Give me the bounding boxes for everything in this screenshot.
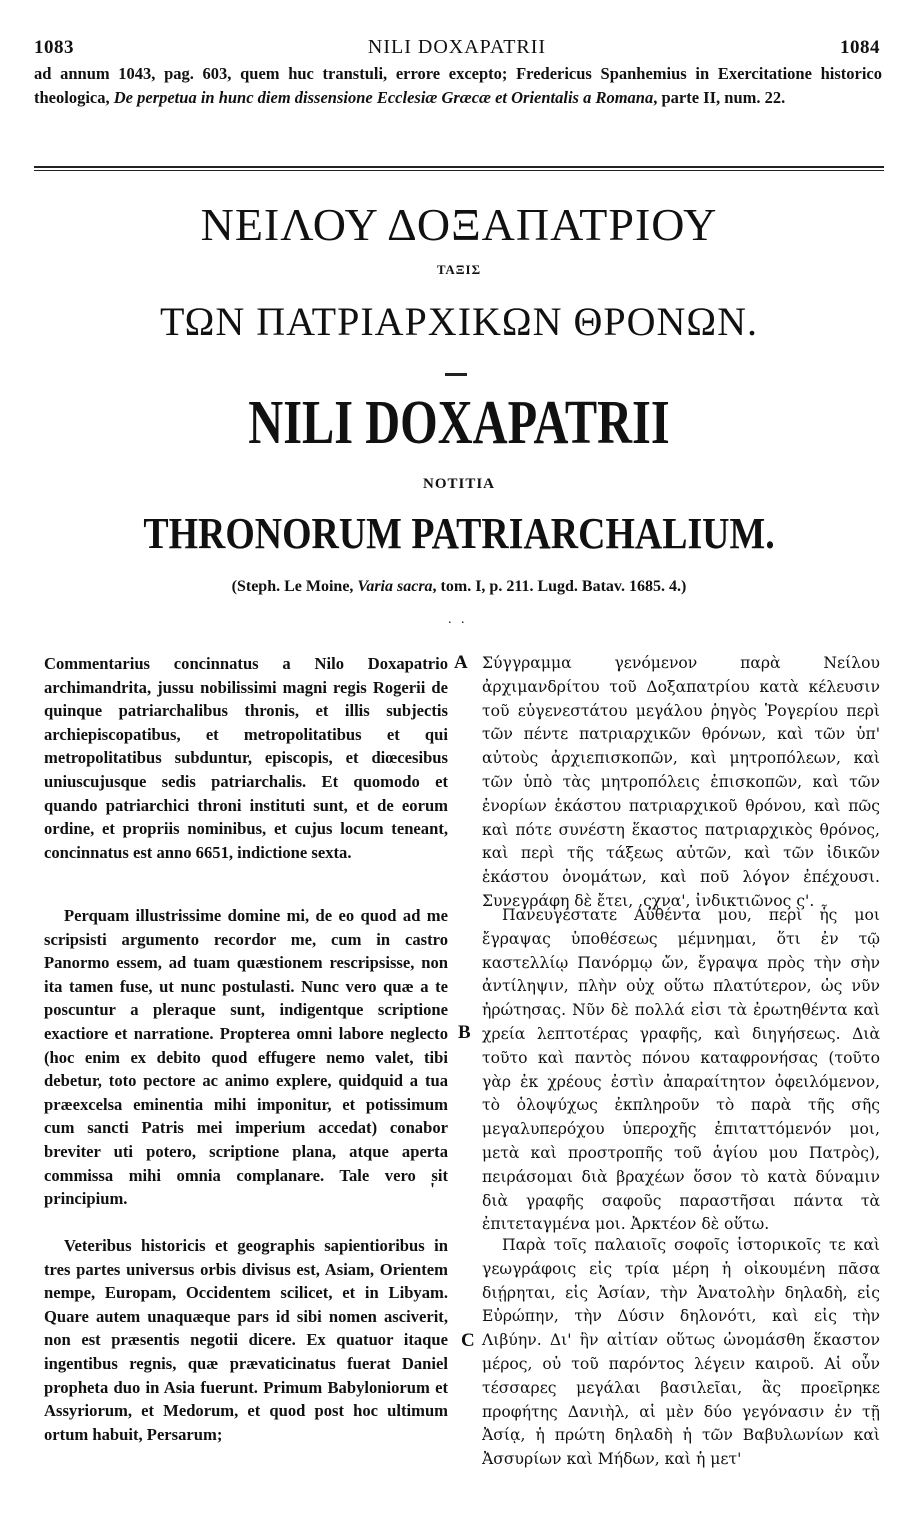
greek-title: ΝΕΙΛΟΥ ΔΟΞΑΠΑΤΡΙΟΥ: [200, 199, 718, 250]
greek-column-letter: [482, 904, 880, 1237]
ornament-dots: . .: [448, 612, 468, 627]
latin-subtitle: NOTITIA: [422, 476, 496, 492]
latin-paragraph-2: Perquam illustrissime domine mi, de eo quod ad me scripsisti argumento recordor me, cum in castro Panormo essem, ad tuam quæstionem rescripsisse, non ita tamen fuse, ut nunc postulasti. Nunc vero quæ a te poscuntur a pleraque sunt, indigentque scriptione exactiore et narratione. Propterea omni labore neglecto (hoc enim ex debito quod effugere nemo valet, tibi debetur, toto pectore ac animo explere, quidquid a tua præexcelsa eminentia mihi imponitur, et potissimum cum sancti Patris mei imperium accedat) conabor breviter uti potero, scriptione plana, atque aperta commissa mihi omnia complanare. Tale vero sit principium.: [44, 906, 448, 1209]
greek-paragraph-1: Σύγγραμμα γενόμενον παρὰ Νείλου ἀρχιμανδρίτου τοῦ Δοξαπατρίου κατὰ κέλευσιν τοῦ εὐγενεστάτου μεγάλου ῥηγὸς Ῥογερίου περὶ τῶν πέντε πατριαρχικῶν θρόνων, καὶ τῶν ὑπ' αὐτοὺς ἀρχιεπισκοπῶν, καὶ μητροπόλεων, καὶ τῶν ὑπὸ τὰς μητροπόλεις ἐπισκοπῶν, καὶ τῶν ἐνορίων ἑκάστου πατριαρχικοῦ θρόνου, καὶ πῶς καὶ πότε συνέστη ἕκαστος πατριαρχικὸς θρόνος, καὶ περὶ τῆς τάξεως αὐτῶν, καὶ τῶν ἰδικῶν ἑκάστου ὀνομάτων, καὶ ποῦ λόγον ἐπέχουσι. Συνεγράφη δὲ ἔτει, ,ςχνα', ἰνδικτιῶνος ς'.: [482, 654, 880, 910]
latin-title-second: THRONORUM PATRIARCHALIUM.: [143, 509, 775, 558]
source-citation: [34, 578, 884, 596]
continued-note: [34, 62, 882, 110]
latin-paragraph-3: Veteribus historicis et geographis sapientioribus in tres partes universus orbis divisus est, Asiam, Orientem nempe, Europam, Occidentem scilicet, et in Libyam. Quare autem unaquæque pars id sibi nomen asciverit, non est præsentis negotii dicere. Ex quatuor itaque ingentibus regnis, quæ prævaticinatus fuerat Daniel propheta duo in Asia fuerunt. Primum Babyloniorum et Assyriorum, et Medorum, et quod post hoc ultimum ortum habuit, Persarum;: [44, 1236, 448, 1444]
margin-marker-b: B: [458, 1022, 471, 1043]
latin-paragraph-1: Commentarius concinnatus a Nilo Doxapatrio archimandrita, jussu nobilissimi magni regis Rogerii de quinque patriarchalibus thronis, et illis subjectis archiepiscopatibus, et metropolitatibus et qui metropolitatibus subduntur, episcopis, et diœcesibus uniuscujusque sedis patriarchalis. Et quomodo et quando patriarchici throni instituti sunt, et de eorum ordine, et propriis nominibus, et cujus locum teneant, concinnatus est anno 6651, indictione sexta.: [44, 654, 448, 862]
page-number-left: 1083: [34, 37, 74, 58]
greek-paragraph-2: Πανευγέστατε Αὐθέντα μου, περὶ ἧς μοι ἔγραψας ὑποθέσεως μέμνημαι, ὅτι ἐν τῷ καστελλίῳ Πανόρμῳ ὤν, ἔγραψα πρὸς τὴν σὴν ἀντίληψιν, πλὴν οὐχ οὕτω πλατύτερον, ὡς νῦν ἠρώτησας. Νῦν δὲ πολλά εἰσι τὰ ἐρωτηθέντα καὶ χρεία λεπτοτέρας γραφῆς, καὶ διηγήσεως. Διὰ τοῦτο καὶ παντὸς πόνου καταφρονήσας (τοῦτο γὰρ ἐκ χρέους ἐστὶν ἀπαραίτητον ὀφειλόμενον, τὸ ὁλοψύχως ἐκπληροῦν τὸ παρὰ τῆς σῆς μεγαλυπερόχου ὑπεροχῆς ἐπιταττόμενόν μοι, μετὰ καὶ προστροπῆς τοῦ ἁγίου μου Πατρὸς), πειράσομαι διὰ βραχέων ὅσον τὸ κατὰ δύναμιν διὰ γραφῆς σαφοῦς παραστῆσαι πάντα τὰ ἐπιτεταγμένα μοι. Ἀρκτέον δὲ οὕτω.: [482, 906, 880, 1234]
continued-note-text-a: ad annum 1043, pag. 603, quem huc transtuli, errore excepto; Fredericus Spanhemius in Exercitatione historico theologica,: [34, 64, 882, 107]
continued-note-title: De perpetua in hunc diem dissensione Ecclesiæ Græcæ et Orientalis a Romana: [113, 88, 654, 107]
page-number-right: 1084: [840, 37, 880, 58]
latin-title: NILI DOXAPATRII: [248, 389, 670, 457]
continued-note-text-b: , parte II, num. 22.: [653, 88, 786, 107]
source-citation-a: (Steph. Le Moine,: [231, 578, 358, 595]
running-head: [34, 36, 880, 60]
margin-marker-a: A: [454, 652, 468, 673]
greek-subtitle: ΤΑΞΙΣ: [436, 262, 482, 277]
section-divider: [34, 166, 884, 171]
margin-tick: ': [430, 1179, 436, 1199]
latin-column-letter: [44, 904, 448, 1211]
greek-column-intro: [482, 652, 880, 914]
greek-title-second: ΤΩΝ ΠΑΤΡΙΑΡΧΙΚΩΝ ΘΡΟΝΩΝ.: [159, 299, 759, 344]
source-citation-b: , tom. I, p. 211. Lugd. Batav. 1685. 4.): [432, 578, 687, 595]
greek-paragraph-3: Παρὰ τοῖς παλαιοῖς σοφοῖς ἱστορικοῖς τε καὶ γεωγράφοις εἰς τρία μέρη ἡ οἰκουμένη πᾶσα διῄρηται, εἰς Ἀσίαν, τὴν Ἀνατολὴν δηλαδὴ, εἰς Εὐρώπην, τὴν Δύσιν δηλονότι, καὶ εἰς τὴν Λιβύην. Δι' ἣν αἰτίαν οὕτως ὠνομάσθη ἕκαστον μέρος, οὐ τοῦ παρόντος λέγειν καιροῦ. Αἱ οὖν τέσσαρες μεγάλαι βασιλεῖαι, ἃς προεῖρηκε προφήτης Δανιὴλ, αἱ μὲν δύο γεγόνασιν ἐν τῇ Ἀσίᾳ, ἡ πρώτη δηλαδὴ ἡ τῶν Βαβυλωνίων καὶ Ἀσσυρίων καὶ Μήδων, καὶ ἡ μετ': [482, 1236, 880, 1469]
latin-column-body: [44, 1234, 448, 1446]
title-dash: [445, 373, 467, 376]
source-citation-work: Varia sacra: [357, 578, 433, 595]
margin-marker-c: C: [461, 1330, 475, 1351]
running-title: NILI DOXAPATRII: [367, 36, 547, 58]
latin-column-intro: [44, 652, 448, 864]
greek-column-body: [482, 1234, 880, 1472]
